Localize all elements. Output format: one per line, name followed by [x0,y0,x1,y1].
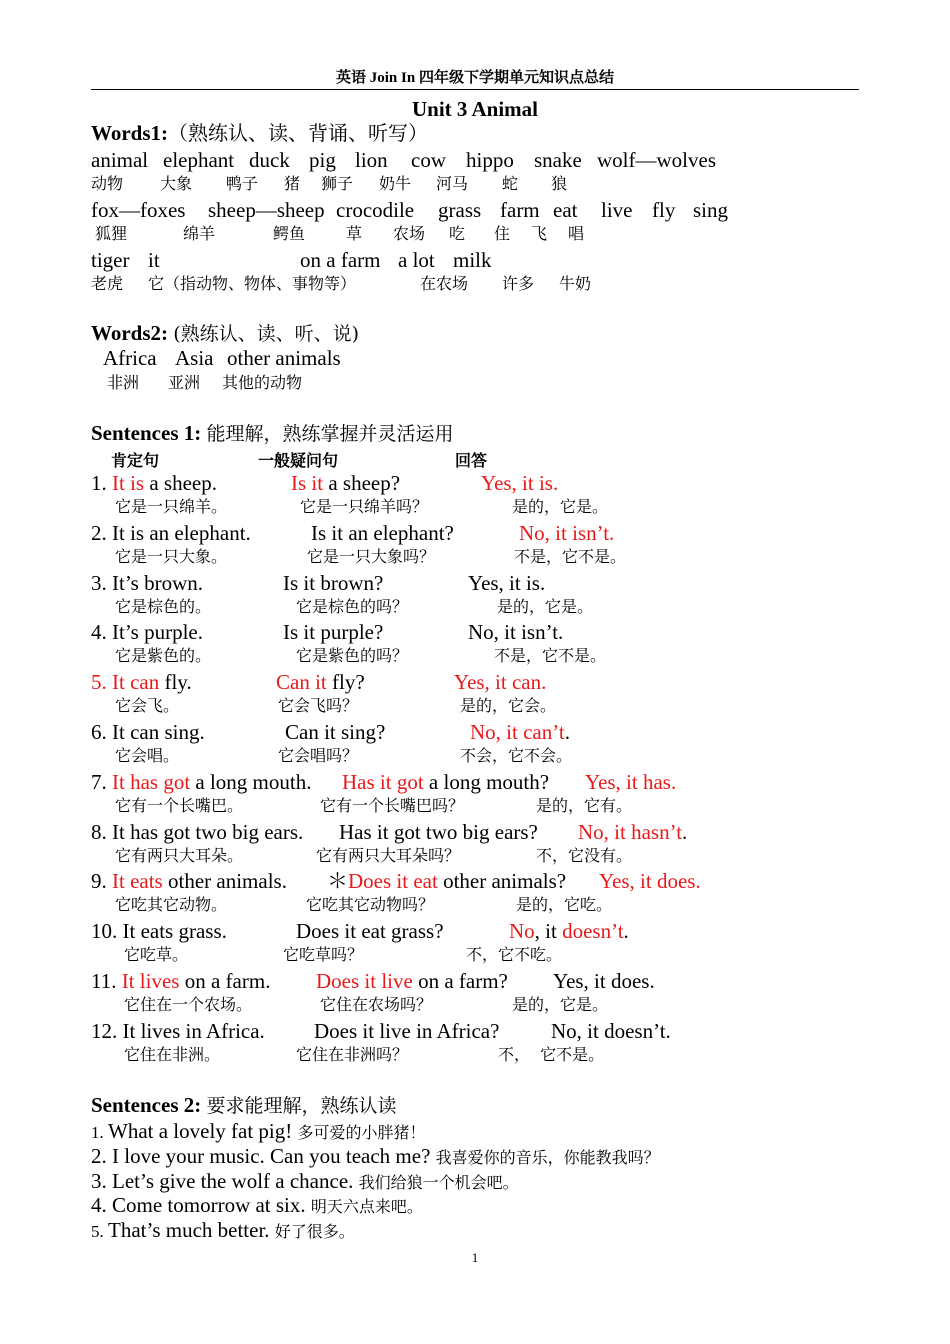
word-item: grass [438,198,482,222]
text-run: Yes, it is. [468,570,546,595]
question [276,670,365,694]
word-item: 鸭子 [226,174,259,193]
text-run: . [564,720,570,744]
item-number: 5. [91,1222,108,1242]
word-item: it [148,248,160,272]
highlight-text: Yes, it can. [454,670,547,695]
text-run: No, it isn’t. [468,620,564,645]
statement [91,471,217,495]
highlight-text: Yes, it has. [585,769,677,794]
text-run: Is it brown? [283,570,384,595]
statement [91,969,270,993]
translation: 它住在农场吗？ [320,995,433,1014]
word-item: fox—foxes [91,198,186,222]
sentences1-heading [91,421,454,446]
highlight-text: Is it [291,471,324,495]
highlight-text: No, it isn’t. [519,520,615,545]
word-item: sheep—sheep [208,198,325,222]
question [291,471,400,495]
word-item: 狼 [551,174,568,193]
translation: 是的，它会。 [460,696,557,716]
word-item: other animals [227,346,341,370]
text-run: 10. It eats grass. [91,919,227,944]
item-number: 2. [91,1143,112,1168]
translation: 它吃草吗？ [283,945,364,965]
text-run: 2. It is an elephant. [91,520,251,545]
word-item: 草 [346,224,363,243]
text-run: a sheep. [144,471,217,495]
word-item: Asia [175,346,214,370]
text-run: 9. [91,869,112,894]
text-run: on a farm. [179,969,271,993]
highlight-text: Can it [276,670,327,695]
translation: 不，它没有。 [536,845,633,865]
text-run: Yes, it does. [553,969,655,993]
word-item: 绵羊 [183,224,216,243]
word-item: 许多 [502,274,535,293]
answer [551,1019,671,1043]
words2-heading [91,321,359,346]
translation: 它是棕色的吗？ [296,596,409,616]
question [283,620,383,644]
word-item: 它（指动物、物体、事物等） [148,274,357,293]
text-run: 6. It can sing. [91,720,205,744]
statement [91,1019,265,1043]
sentences2-label: Sentences 2: [91,1093,202,1117]
translation: 是的，它是。 [512,995,609,1014]
translation: 它吃其它动物。 [115,895,228,915]
sentence-item [91,1193,423,1219]
word-item: a lot [398,248,435,272]
word-item: fly [652,198,676,222]
translation: 它会飞。 [115,696,180,716]
item-chinese: 我们给狼一个机会吧。 [358,1172,519,1192]
page-header: 英语 Join In 四年级下学期单元知识点总结 [336,70,614,86]
translation: 不是，它不是。 [494,646,607,666]
translation: 它会飞吗？ [278,696,359,716]
word-item: 狮子 [321,174,354,193]
statement [91,919,227,943]
word-item: 老虎 [91,274,124,293]
translation: 它是一只大象。 [115,546,228,566]
translation: 它住在非洲。 [124,1044,221,1064]
word-item: 亚洲 [168,373,201,392]
question [342,770,549,794]
text-run: 12. It lives in Africa. [91,1018,265,1043]
answer [468,620,563,644]
words2-label: Words2: [91,321,169,345]
text-run: fly? [326,670,365,695]
highlight-text: It lives [121,969,180,993]
question [285,720,385,744]
word-item: Africa [103,346,157,370]
sentences2-note: 要求能理解，熟练认读 [206,1095,397,1117]
translation: 是的，它吃。 [516,895,613,915]
word-item: elephant [163,148,235,172]
answer [468,571,545,595]
item-number: 4. [91,1193,112,1218]
question [327,869,566,893]
unit-title: Unit 3 Animal [411,97,539,121]
text-run: other animals. [162,869,287,894]
word-item: 吃 [449,224,466,243]
word-item: 非洲 [107,373,140,392]
item-number: 3. [91,1168,112,1193]
word-item: 大象 [160,174,193,193]
translation: 不，它不吃。 [466,945,563,965]
translation: 它有一个长嘴巴。 [115,795,244,815]
statement [91,670,192,694]
text-run: , it [534,919,563,944]
translation: 它是一只大象吗？ [307,546,436,566]
text-run: . [682,819,688,844]
word-item: animal [91,148,149,172]
word-item: crocodile [336,198,415,222]
answer [481,471,558,495]
statement [91,770,311,794]
translation: 它会唱。 [115,746,180,765]
item-english: That’s much better. [108,1218,275,1243]
word-item: 在农场 [420,274,469,293]
translation: 它吃其它动物吗？ [306,895,435,915]
word-item: 狐狸 [95,224,128,243]
answer [470,720,570,744]
question [339,820,538,844]
translation: 它有两只大耳朵吗？ [316,845,461,865]
word-item: milk [453,248,492,272]
words1-label: Words1: [91,121,169,145]
item-chinese: 好了很多。 [274,1222,355,1242]
sentences1-note: 能理解，熟练掌握并灵活运用 [206,423,454,445]
question [296,919,444,943]
translation: 不是，它不是。 [514,546,627,566]
item-chinese: 我喜爱你的音乐，你能教我吗？ [435,1147,660,1167]
word-item: wolf—wolves [597,148,716,172]
highlight-text: doesn’t [562,919,624,944]
item-english: Let’s give the wolf a chance. [112,1168,359,1193]
word-item: live [601,198,633,222]
sentence-item [91,1218,355,1244]
words2-note: (熟练认、读、听、说) [173,323,360,345]
word-item: lion [355,148,388,172]
answer [509,919,629,943]
question [316,969,508,993]
translation: 它是棕色的。 [115,596,212,616]
item-chinese: 明天六点来吧。 [310,1197,423,1217]
text-run: 3. It’s brown. [91,570,203,595]
statement [91,521,251,545]
item-english: I love your music. Can you teach me? [112,1143,436,1168]
word-item: 唱 [568,224,585,243]
highlight-text: Does it eat [348,869,438,894]
text-run: 4. It’s purple. [91,620,203,645]
text-run: a long mouth. [190,769,312,794]
sentences2-heading [91,1093,397,1118]
item-english: Come tomorrow at six. [112,1193,311,1218]
text-run: No, it doesn’t. [551,1018,671,1043]
question [314,1019,499,1043]
text-run: Does it eat grass? [296,919,444,944]
sentence-item [91,1144,660,1170]
answer [585,770,676,794]
word-item: snake [534,148,582,172]
translation: 它有两只大耳朵。 [115,845,244,865]
question [283,571,383,595]
text-run: a long mouth? [423,769,550,794]
text-run: 11. [91,969,122,993]
item-english: What a lovely fat pig! [108,1119,298,1143]
text-run: Does it live in Africa? [314,1018,500,1043]
text-run: 1. [91,471,112,495]
statement [91,820,303,844]
highlight-text: Has it got [342,769,424,794]
word-item: 其他的动物 [222,373,303,392]
statement [91,620,203,644]
translation: 它住在非洲吗？ [296,1044,409,1064]
text-run: 8. It has got two big ears. [91,819,304,844]
word-item: sing [693,198,729,222]
words1-note: （熟练认、读、背诵、听写） [168,121,429,145]
highlight-text: 5. It can [91,670,160,695]
translation: 它有一个长嘴巴吗？ [320,795,465,815]
text-run: other animals? [437,869,567,894]
highlight-text: No [509,919,535,944]
highlight-text: Yes, it is. [481,471,559,495]
text-run: Is it an elephant? [311,520,454,545]
sentence-item [91,1119,426,1145]
header-rule [91,89,859,90]
translation: 不， 它不是。 [498,1044,605,1064]
word-item: 住 [494,224,511,243]
word-item: eat [553,198,578,222]
translation: 它住在一个农场。 [124,995,253,1014]
highlight-text: It has got [112,769,191,794]
text-run: ＊ [327,869,348,894]
text-run: Is it purple? [283,620,384,645]
sentences1-label: Sentences 1: [91,421,202,445]
word-item: 蛇 [502,174,519,193]
col-head-question: 一般疑问句 [258,451,339,470]
word-item: 牛奶 [559,274,592,293]
word-item: 河马 [436,174,469,193]
word-item: pig [309,148,336,172]
highlight-text: No, it hasn’t [578,819,683,844]
answer [553,969,655,993]
text-run: fly. [159,670,192,695]
word-item: tiger [91,248,130,272]
col-head-answer: 回答 [455,451,488,470]
translation: 是的，它是。 [512,497,609,516]
translation: 是的，它有。 [536,795,633,815]
page-number: 1 [471,1250,479,1265]
translation: 是的，它是。 [497,596,594,616]
translation: 不会，它不会。 [460,746,573,765]
translation: 它是一只绵羊。 [115,497,228,516]
answer [454,670,546,694]
word-item: 奶牛 [379,174,412,193]
item-chinese: 多可爱的小胖猪！ [297,1123,426,1142]
word-item: hippo [466,148,514,172]
text-run: 7. [91,769,112,794]
text-run: on a farm? [412,969,508,993]
word-item: duck [249,148,290,172]
words1-heading [91,121,428,145]
text-run: Can it sing? [285,720,386,744]
highlight-text: Yes, it does. [599,869,701,894]
translation: 它吃草。 [124,945,189,965]
word-item: 农场 [393,224,426,243]
statement [91,720,205,744]
word-item: cow [411,148,446,172]
word-item: 飞 [531,224,548,243]
answer [519,521,614,545]
text-run: Has it got two big ears? [339,819,538,844]
translation: 它是紫色的吗？ [296,646,409,666]
item-number: 1. [91,1123,108,1142]
answer [578,820,687,844]
sentence-item [91,1169,519,1195]
text-run: a sheep? [323,471,401,495]
answer [599,869,701,893]
text-run: . [623,919,629,944]
question [311,521,454,545]
word-item: 动物 [91,174,124,193]
word-item: farm [500,198,540,222]
word-item: 鳄鱼 [273,224,306,243]
highlight-text: Does it live [316,969,413,993]
statement [91,869,287,893]
highlight-text: It eats [112,869,163,894]
word-item: on a farm [300,248,381,272]
translation: 它是紫色的。 [115,646,212,666]
col-head-affirmative: 肯定句 [111,451,160,470]
statement [91,571,203,595]
word-item: 猪 [284,174,301,193]
highlight-text: It is [112,471,145,495]
translation: 它会唱吗？ [278,746,359,765]
highlight-text: No, it can’t [470,720,565,744]
translation: 它是一只绵羊吗？ [300,497,429,516]
